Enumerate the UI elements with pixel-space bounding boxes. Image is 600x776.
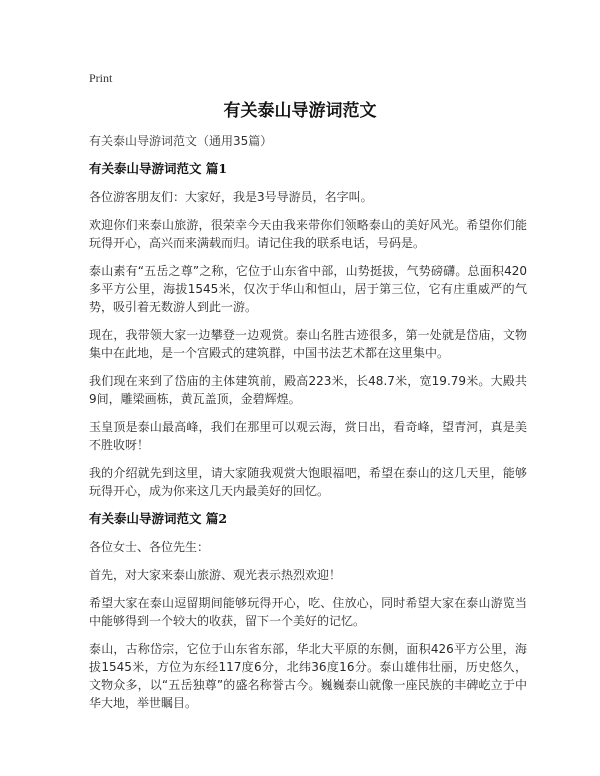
print-link[interactable]: Print [89, 71, 113, 85]
paragraph: 希望大家在泰山逗留期间能够玩得开心，吃、住放心，同时希望大家在泰山游览当中能够得到一个较大的收获，留下一个美好的记忆。 [89, 596, 527, 628]
section-2 [89, 510, 527, 712]
paragraph: 玉皇顶是泰山最高峰，我们在那里可以观云海，赏日出，看奇峰，望青河，真是美不胜收呀！ [89, 420, 527, 452]
paragraph: 我们现在来到了岱庙的主体建筑前，殿高223米，长48.7米，宽19.79米。大殿共9间，雕梁画栋，黄瓦盖顶，金碧辉煌。 [89, 374, 527, 406]
paragraph: 各位游客朋友们：大家好，我是3号导游员，名字叫。 [89, 190, 373, 204]
paragraph: 各位女士、各位先生： [89, 540, 210, 554]
paragraph: 泰山素有“五岳之尊”之称，它位于山东省中部，山势挺拔，气势磅礴。总面积420多平方公里，海拔1545米，仅次于华山和恒山，居于第三位，它有庄重威严的气势，吸引着无数游人到此一游。 [89, 264, 527, 314]
paragraph: 首先，对大家来泰山旅游、观光表示热烈欢迎！ [89, 568, 342, 582]
section-heading: 有关泰山导游词范文 篇1 [89, 161, 228, 176]
article-subtitle: 有关泰山导游词范文（通用35篇） [89, 134, 273, 148]
paragraph: 现在，我带领大家一边攀登一边观赏。泰山名胜古迹很多，第一处就是岱庙，文物集中在此地，是一个宫殿式的建筑群，中国书法艺术都在这里集中。 [89, 328, 527, 360]
article-content [89, 132, 527, 722]
paragraph: 我的介绍就先到这里，请大家随我观赏大饱眼福吧，希望在泰山的这几天里，能够玩得开心，成为你来这几天内最美好的回忆。 [89, 466, 527, 498]
paragraph: 泰山，古称岱宗，它位于山东省东部，华北大平原的东侧，面积426平方公里，海拔1545米，方位为东经117度6分，北纬36度16分。泰山雄伟壮丽，历史悠久，文物众多，以“五岳独尊”的盛名称誉古今。巍巍泰山就像一座民族的丰碑屹立于中华大地，举世瞩目。 [89, 642, 527, 710]
page-title: 有关泰山导游词范文 [223, 101, 377, 121]
paragraph: 欢迎你们来泰山旅游，很荣幸今天由我来带你们领略泰山的美好风光。希望你们能玩得开心，高兴而来满载而归。请记住我的联系电话，号码是。 [89, 218, 527, 250]
section-heading: 有关泰山导游词范文 篇2 [89, 511, 228, 526]
section-1 [89, 160, 527, 500]
